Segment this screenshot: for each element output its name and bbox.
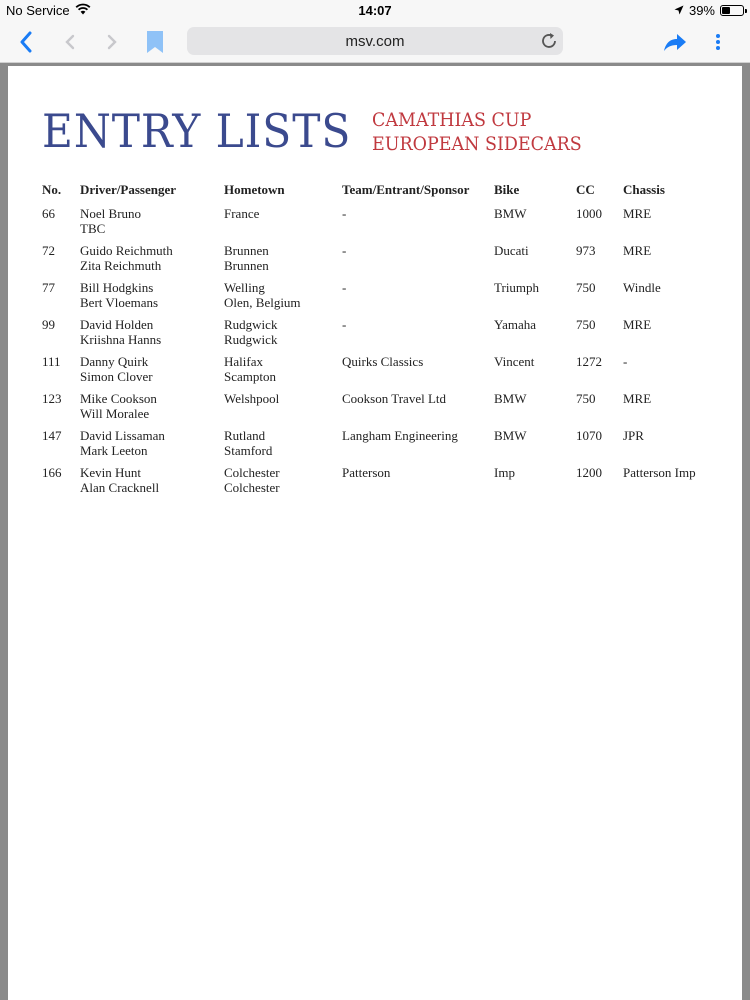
table-row	[42, 243, 723, 280]
passenger-hometown: Colchester	[224, 480, 280, 495]
reload-button[interactable]	[539, 31, 559, 51]
cell-driver	[80, 206, 224, 243]
cell-chassis: JPR	[623, 428, 644, 443]
cell-team: Quirks Classics	[342, 354, 424, 369]
cell-driver	[80, 317, 224, 354]
driver-name: Mike Cookson	[80, 391, 157, 406]
back-disabled-button[interactable]	[56, 28, 84, 56]
forward-button[interactable]	[98, 28, 126, 56]
passenger-name: Kriishna Hanns	[80, 332, 162, 347]
header-cc: CC	[576, 182, 595, 197]
back-button[interactable]	[12, 28, 40, 56]
cell-bike: BMW	[494, 428, 527, 443]
cell-hometown	[224, 354, 342, 391]
cell-chassis: MRE	[623, 206, 652, 221]
share-button[interactable]	[661, 28, 689, 56]
driver-name: David Holden	[80, 317, 154, 332]
driver-name: Danny Quirk	[80, 354, 149, 369]
cell-chassis: MRE	[623, 391, 652, 406]
cell-hometown	[224, 243, 342, 280]
more-button[interactable]	[704, 28, 732, 56]
cell-driver	[80, 280, 224, 317]
driver-hometown: Rutland	[224, 428, 266, 443]
cell-driver	[80, 465, 224, 502]
driver-hometown: Rudgwick	[224, 317, 278, 332]
page-title: ENTRY LISTS	[42, 104, 352, 158]
cell-bike: Ducati	[494, 243, 529, 258]
passenger-name: Mark Leeton	[80, 443, 148, 458]
cell-cc: 750	[576, 280, 596, 295]
cell-hometown	[224, 465, 342, 502]
chevron-left-icon	[19, 31, 33, 53]
driver-hometown: Halifax	[224, 354, 263, 369]
driver-hometown: Welshpool	[224, 391, 280, 406]
cell-cc: 1200	[576, 465, 602, 480]
header-hometown: Hometown	[224, 182, 285, 197]
cell-chassis: -	[623, 354, 628, 369]
cell-no: 111	[42, 354, 61, 369]
location-arrow-icon	[674, 3, 684, 18]
passenger-name: Bert Vloemans	[80, 295, 159, 310]
cell-bike: Imp	[494, 465, 515, 480]
status-right	[674, 3, 744, 18]
more-vertical-icon	[715, 32, 721, 52]
table-row	[42, 354, 723, 391]
passenger-hometown: Rudgwick	[224, 332, 278, 347]
driver-name: Kevin Hunt	[80, 465, 142, 480]
cell-team: -	[342, 317, 347, 332]
carrier-label: No Service	[6, 3, 70, 18]
table-row	[42, 465, 723, 502]
table-row	[42, 206, 723, 243]
cell-hometown	[224, 206, 342, 243]
cell-no: 77	[42, 280, 55, 295]
driver-name: Noel Bruno	[80, 206, 142, 221]
cell-no: 72	[42, 243, 55, 258]
browser-toolbar	[0, 22, 750, 63]
header-chassis: Chassis	[623, 182, 665, 197]
cell-driver	[80, 243, 224, 280]
passenger-hometown: Olen, Belgium	[224, 295, 301, 310]
cell-cc: 1070	[576, 428, 602, 443]
cell-hometown	[224, 280, 342, 317]
passenger-hometown: Scampton	[224, 369, 276, 384]
driver-hometown: Brunnen	[224, 243, 269, 258]
title-block	[42, 106, 600, 156]
cell-cc: 750	[576, 391, 596, 406]
cell-no: 99	[42, 317, 55, 332]
battery-icon	[720, 5, 744, 16]
cell-driver	[80, 354, 224, 391]
cell-bike: Triumph	[494, 280, 540, 295]
cell-cc: 973	[576, 243, 596, 258]
table-row	[42, 280, 723, 317]
cell-chassis: MRE	[623, 243, 652, 258]
cell-no: 123	[42, 391, 62, 406]
cell-team: Cookson Travel Ltd	[342, 391, 447, 406]
chevron-left-disabled-icon	[65, 34, 75, 50]
driver-name: David Lissaman	[80, 428, 165, 443]
passenger-name: Alan Cracknell	[80, 480, 160, 495]
cell-team: -	[342, 243, 347, 258]
reload-icon	[539, 31, 559, 51]
cell-hometown	[224, 317, 342, 354]
cell-chassis: MRE	[623, 317, 652, 332]
bookmarks-button[interactable]	[141, 28, 169, 56]
cell-cc: 750	[576, 317, 596, 332]
cell-bike: Vincent	[494, 354, 535, 369]
battery-percent: 39%	[688, 3, 715, 18]
driver-name: Guido Reichmuth	[80, 243, 173, 258]
cell-cc: 1272	[576, 354, 602, 369]
share-icon	[662, 31, 688, 53]
driver-hometown: France	[224, 206, 260, 221]
cell-no: 166	[42, 465, 62, 480]
cell-cc: 1000	[576, 206, 602, 221]
cell-driver	[80, 428, 224, 465]
passenger-name: Zita Reichmuth	[80, 258, 162, 273]
passenger-hometown: Stamford	[224, 443, 273, 458]
cell-bike: BMW	[494, 391, 527, 406]
entry-table	[42, 182, 723, 502]
cell-no: 147	[42, 428, 62, 443]
driver-hometown: Welling	[224, 280, 265, 295]
header-bike: Bike	[494, 182, 520, 197]
subtitle-line1: CAMATHIAS CUP	[372, 109, 532, 131]
clock: 14:07	[358, 3, 392, 18]
table-row	[42, 391, 723, 428]
header-no: No.	[42, 182, 62, 197]
cell-driver	[80, 391, 224, 428]
subtitle	[372, 106, 582, 156]
header-driver: Driver/Passenger	[80, 182, 177, 197]
url-text: msv.com	[345, 32, 405, 50]
cell-team: Langham Engineering	[342, 428, 458, 443]
cell-chassis: Windle	[623, 280, 661, 295]
passenger-name: Will Moralee	[80, 406, 150, 421]
bookmark-icon	[146, 30, 164, 54]
chevron-right-icon	[107, 34, 117, 50]
document-page	[8, 66, 742, 1000]
address-bar[interactable]	[187, 27, 563, 55]
battery-tip	[745, 9, 747, 13]
passenger-hometown: Brunnen	[224, 258, 269, 273]
battery-level	[722, 7, 730, 14]
table-header-row	[42, 182, 723, 206]
cell-hometown	[224, 428, 342, 465]
table-row	[42, 428, 723, 465]
cell-team: -	[342, 206, 347, 221]
cell-team: -	[342, 280, 347, 295]
subtitle-line2: EUROPEAN SIDECARS	[372, 133, 582, 155]
cell-team: Patterson	[342, 465, 391, 480]
cell-chassis: Patterson Imp	[623, 465, 696, 480]
driver-hometown: Colchester	[224, 465, 280, 480]
passenger-name: TBC	[80, 221, 106, 236]
cell-no: 66	[42, 206, 55, 221]
table-row	[42, 317, 723, 354]
driver-name: Bill Hodgkins	[80, 280, 154, 295]
cell-bike: BMW	[494, 206, 527, 221]
passenger-name: Simon Clover	[80, 369, 153, 384]
header-team: Team/Entrant/Sponsor	[342, 182, 470, 197]
cell-hometown	[224, 391, 342, 428]
cell-bike: Yamaha	[494, 317, 537, 332]
status-bar	[0, 0, 750, 22]
